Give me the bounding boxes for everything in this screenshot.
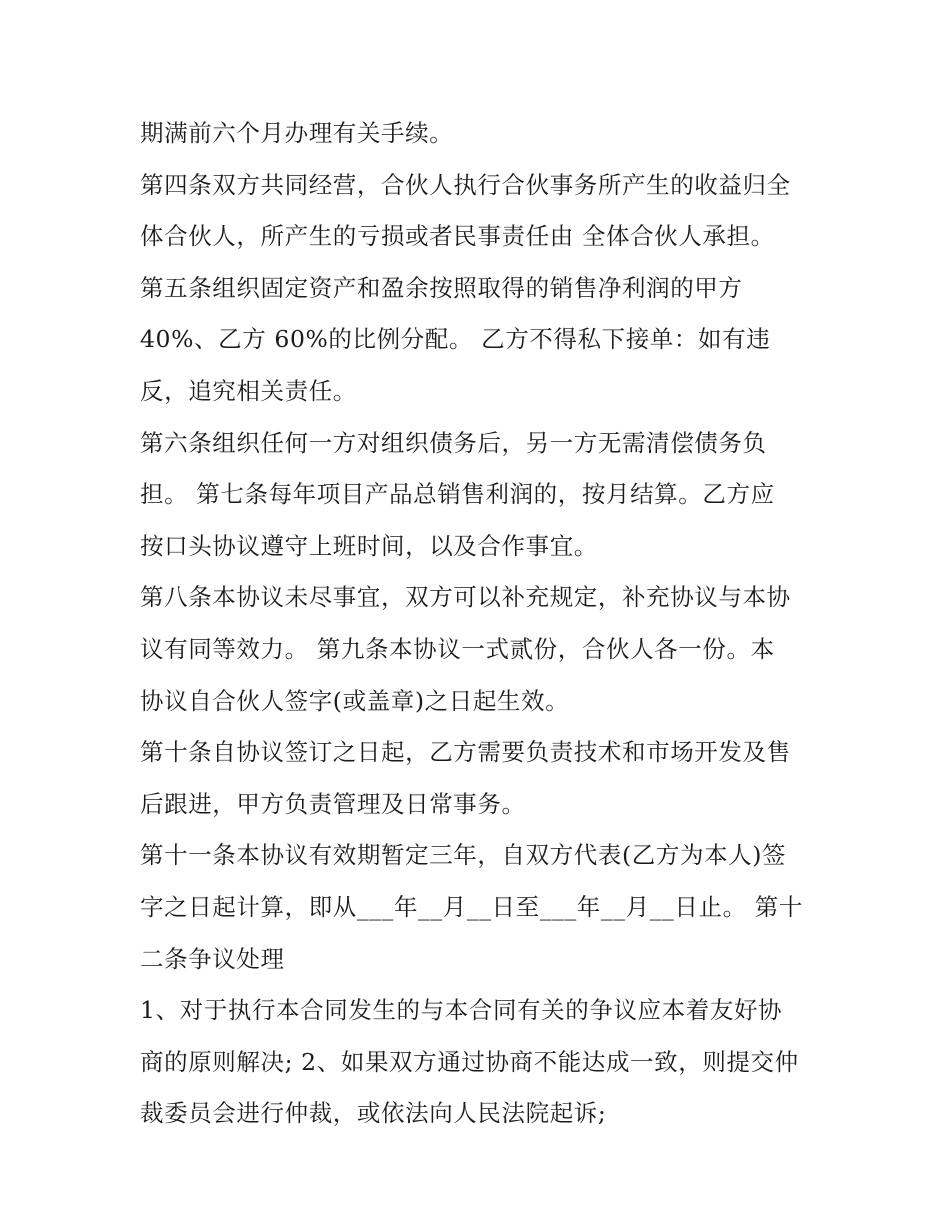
text-line: 第十条自协议签订之日起，乙方需要负责技术和市场开发及售: [140, 738, 791, 767]
text-line: 第六条组织任何一方对组织债务后，另一方无需清偿债务负: [140, 428, 767, 457]
text-line: 体合伙人，所产生的亏损或者民事责任由 全体合伙人承担。: [140, 222, 775, 251]
text-line: 40%、乙方 60%的比例分配。 乙方不得私下接单：如有违: [140, 325, 771, 354]
text-line: 反，追究相关责任。: [140, 376, 357, 405]
text-line: 1、对于执行本合同发生的与本合同有关的争议应本着友好协: [140, 996, 783, 1025]
text-line: 期满前六个月办理有关手续。: [140, 119, 454, 147]
text-line: 裁委员会进行仲裁，或依法向人民法院起诉;: [140, 1099, 607, 1128]
text-line: 第四条双方共同经营，合伙人执行合伙事务所产生的收益归全: [140, 170, 791, 199]
text-line: 按口头协议遵守上班时间，以及合作事宜。: [140, 531, 598, 560]
text-line: 二条争议处理: [140, 944, 285, 973]
text-line: 商的原则解决; 2、如果双方通过协商不能达成一致，则提交仲: [140, 1047, 799, 1076]
text-line: 字之日起计算，即从___年__月__日至___年__月__日止。 第十: [140, 892, 803, 921]
contract-text-body: [140, 108, 820, 1140]
text-line: 后跟进，甲方负责管理及日常事务。: [140, 789, 526, 818]
text-line: 第十一条本协议有效期暂定三年，自双方代表(乙方为本人)签: [140, 841, 787, 870]
text-line: 议有同等效力。 第九条本协议一式贰份，合伙人各一份。本: [140, 634, 775, 663]
text-line: 第五条组织固定资产和盈余按照取得的销售净利润的甲方: [140, 273, 743, 302]
text-line: 协议自合伙人签字(或盖章)之日起生效。: [140, 686, 570, 715]
text-line: 担。 第七条每年项目产品总销售利润的，按月结算。乙方应: [140, 480, 775, 509]
text-line: 第八条本协议未尽事宜，双方可以补充规定，补充协议与本协: [140, 583, 791, 612]
